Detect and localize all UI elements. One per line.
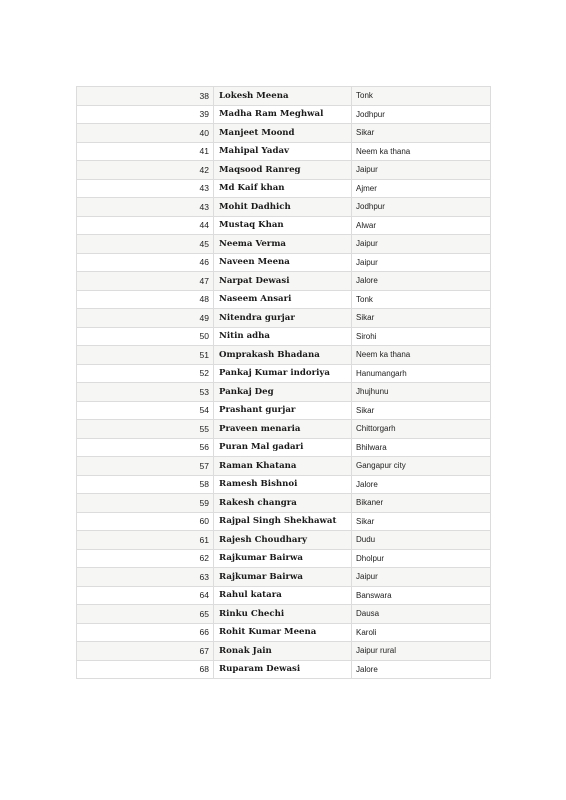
table-row: [77, 549, 491, 568]
row-number-cell: 44: [77, 216, 214, 235]
name-cell: Neema Verma: [214, 235, 352, 254]
name-cell: Omprakash Bhadana: [214, 346, 352, 365]
table-row: [77, 438, 491, 457]
name-cell: Rakesh changra: [214, 494, 352, 513]
city-cell: Tonk: [352, 290, 491, 309]
row-number-cell: 43: [77, 179, 214, 198]
table-row: [77, 253, 491, 272]
name-cell: Mahipal Yadav: [214, 142, 352, 161]
name-cell: Ronak Jain: [214, 642, 352, 661]
city-cell: Bikaner: [352, 494, 491, 513]
table-row: [77, 346, 491, 365]
name-cell: Nitin adha: [214, 327, 352, 346]
city-cell: Jaipur: [352, 161, 491, 180]
table-row: [77, 531, 491, 550]
city-cell: Sikar: [352, 512, 491, 531]
table-row: [77, 235, 491, 254]
table-row: [77, 568, 491, 587]
table-row: [77, 586, 491, 605]
name-cell: Pankaj Kumar indoriya: [214, 364, 352, 383]
city-cell: Dholpur: [352, 549, 491, 568]
row-number-cell: 46: [77, 253, 214, 272]
name-cell: Praveen menaria: [214, 420, 352, 439]
name-cell: Madha Ram Meghwal: [214, 105, 352, 124]
table-row: [77, 124, 491, 143]
city-cell: Alwar: [352, 216, 491, 235]
name-cell: Mohit Dadhich: [214, 198, 352, 217]
city-cell: Jaipur: [352, 568, 491, 587]
city-cell: Gangapur city: [352, 457, 491, 476]
city-cell: Sikar: [352, 401, 491, 420]
roster-table-body: [77, 87, 491, 679]
city-cell: Neem ka thana: [352, 142, 491, 161]
table-row: [77, 179, 491, 198]
table-row: [77, 605, 491, 624]
table-row: [77, 142, 491, 161]
table-row: [77, 272, 491, 291]
city-cell: Jhujhunu: [352, 383, 491, 402]
name-cell: Raman Khatana: [214, 457, 352, 476]
row-number-cell: 47: [77, 272, 214, 291]
table-row: [77, 457, 491, 476]
row-number-cell: 53: [77, 383, 214, 402]
name-cell: Rohit Kumar Meena: [214, 623, 352, 642]
city-cell: Dudu: [352, 531, 491, 550]
row-number-cell: 38: [77, 87, 214, 106]
row-number-cell: 64: [77, 586, 214, 605]
table-row: [77, 475, 491, 494]
city-cell: Jaipur: [352, 235, 491, 254]
table-row: [77, 383, 491, 402]
name-cell: Lokesh Meena: [214, 87, 352, 106]
table-row: [77, 401, 491, 420]
table-row: [77, 105, 491, 124]
table-row: [77, 161, 491, 180]
name-cell: Rajpal Singh Shekhawat: [214, 512, 352, 531]
name-cell: Md Kaif khan: [214, 179, 352, 198]
row-number-cell: 66: [77, 623, 214, 642]
city-cell: Jalore: [352, 272, 491, 291]
city-cell: Karoli: [352, 623, 491, 642]
city-cell: Sirohi: [352, 327, 491, 346]
table-row: [77, 623, 491, 642]
row-number-cell: 49: [77, 309, 214, 328]
row-number-cell: 67: [77, 642, 214, 661]
row-number-cell: 65: [77, 605, 214, 624]
name-cell: Manjeet Moond: [214, 124, 352, 143]
row-number-cell: 52: [77, 364, 214, 383]
table-row: [77, 87, 491, 106]
name-cell: Rinku Chechi: [214, 605, 352, 624]
row-number-cell: 57: [77, 457, 214, 476]
row-number-cell: 39: [77, 105, 214, 124]
city-cell: Chittorgarh: [352, 420, 491, 439]
name-cell: Mustaq Khan: [214, 216, 352, 235]
name-cell: Nitendra gurjar: [214, 309, 352, 328]
name-cell: Rajkumar Bairwa: [214, 549, 352, 568]
row-number-cell: 58: [77, 475, 214, 494]
table-row: [77, 642, 491, 661]
row-number-cell: 68: [77, 660, 214, 679]
table-row: [77, 309, 491, 328]
city-cell: Neem ka thana: [352, 346, 491, 365]
row-number-cell: 45: [77, 235, 214, 254]
row-number-cell: 59: [77, 494, 214, 513]
table-row: [77, 512, 491, 531]
table-row: [77, 216, 491, 235]
table-row: [77, 494, 491, 513]
name-cell: Maqsood Ranreg: [214, 161, 352, 180]
name-cell: Rajkumar Bairwa: [214, 568, 352, 587]
city-cell: Jodhpur: [352, 198, 491, 217]
row-number-cell: 55: [77, 420, 214, 439]
city-cell: Bhilwara: [352, 438, 491, 457]
row-number-cell: 42: [77, 161, 214, 180]
name-cell: Rahul katara: [214, 586, 352, 605]
row-number-cell: 63: [77, 568, 214, 587]
name-cell: Narpat Dewasi: [214, 272, 352, 291]
row-number-cell: 56: [77, 438, 214, 457]
name-cell: Pankaj Deg: [214, 383, 352, 402]
city-cell: Dausa: [352, 605, 491, 624]
city-cell: Hanumangarh: [352, 364, 491, 383]
name-cell: Naseem Ansari: [214, 290, 352, 309]
city-cell: Sikar: [352, 309, 491, 328]
name-cell: Ramesh Bishnoi: [214, 475, 352, 494]
table-row: [77, 198, 491, 217]
city-cell: Jaipur: [352, 253, 491, 272]
city-cell: Jalore: [352, 475, 491, 494]
city-cell: Banswara: [352, 586, 491, 605]
city-cell: Jalore: [352, 660, 491, 679]
row-number-cell: 48: [77, 290, 214, 309]
city-cell: Jaipur rural: [352, 642, 491, 661]
name-cell: Prashant gurjar: [214, 401, 352, 420]
name-cell: Ruparam Dewasi: [214, 660, 352, 679]
row-number-cell: 43: [77, 198, 214, 217]
row-number-cell: 54: [77, 401, 214, 420]
row-number-cell: 61: [77, 531, 214, 550]
table-row: [77, 290, 491, 309]
table-row: [77, 327, 491, 346]
city-cell: Ajmer: [352, 179, 491, 198]
row-number-cell: 60: [77, 512, 214, 531]
table-row: [77, 364, 491, 383]
row-number-cell: 41: [77, 142, 214, 161]
city-cell: Jodhpur: [352, 105, 491, 124]
roster-table: [76, 86, 491, 679]
table-row: [77, 420, 491, 439]
table-row: [77, 660, 491, 679]
row-number-cell: 50: [77, 327, 214, 346]
row-number-cell: 40: [77, 124, 214, 143]
city-cell: Tonk: [352, 87, 491, 106]
row-number-cell: 51: [77, 346, 214, 365]
name-cell: Puran Mal gadari: [214, 438, 352, 457]
name-cell: Rajesh Choudhary: [214, 531, 352, 550]
city-cell: Sikar: [352, 124, 491, 143]
name-cell: Naveen Meena: [214, 253, 352, 272]
row-number-cell: 62: [77, 549, 214, 568]
